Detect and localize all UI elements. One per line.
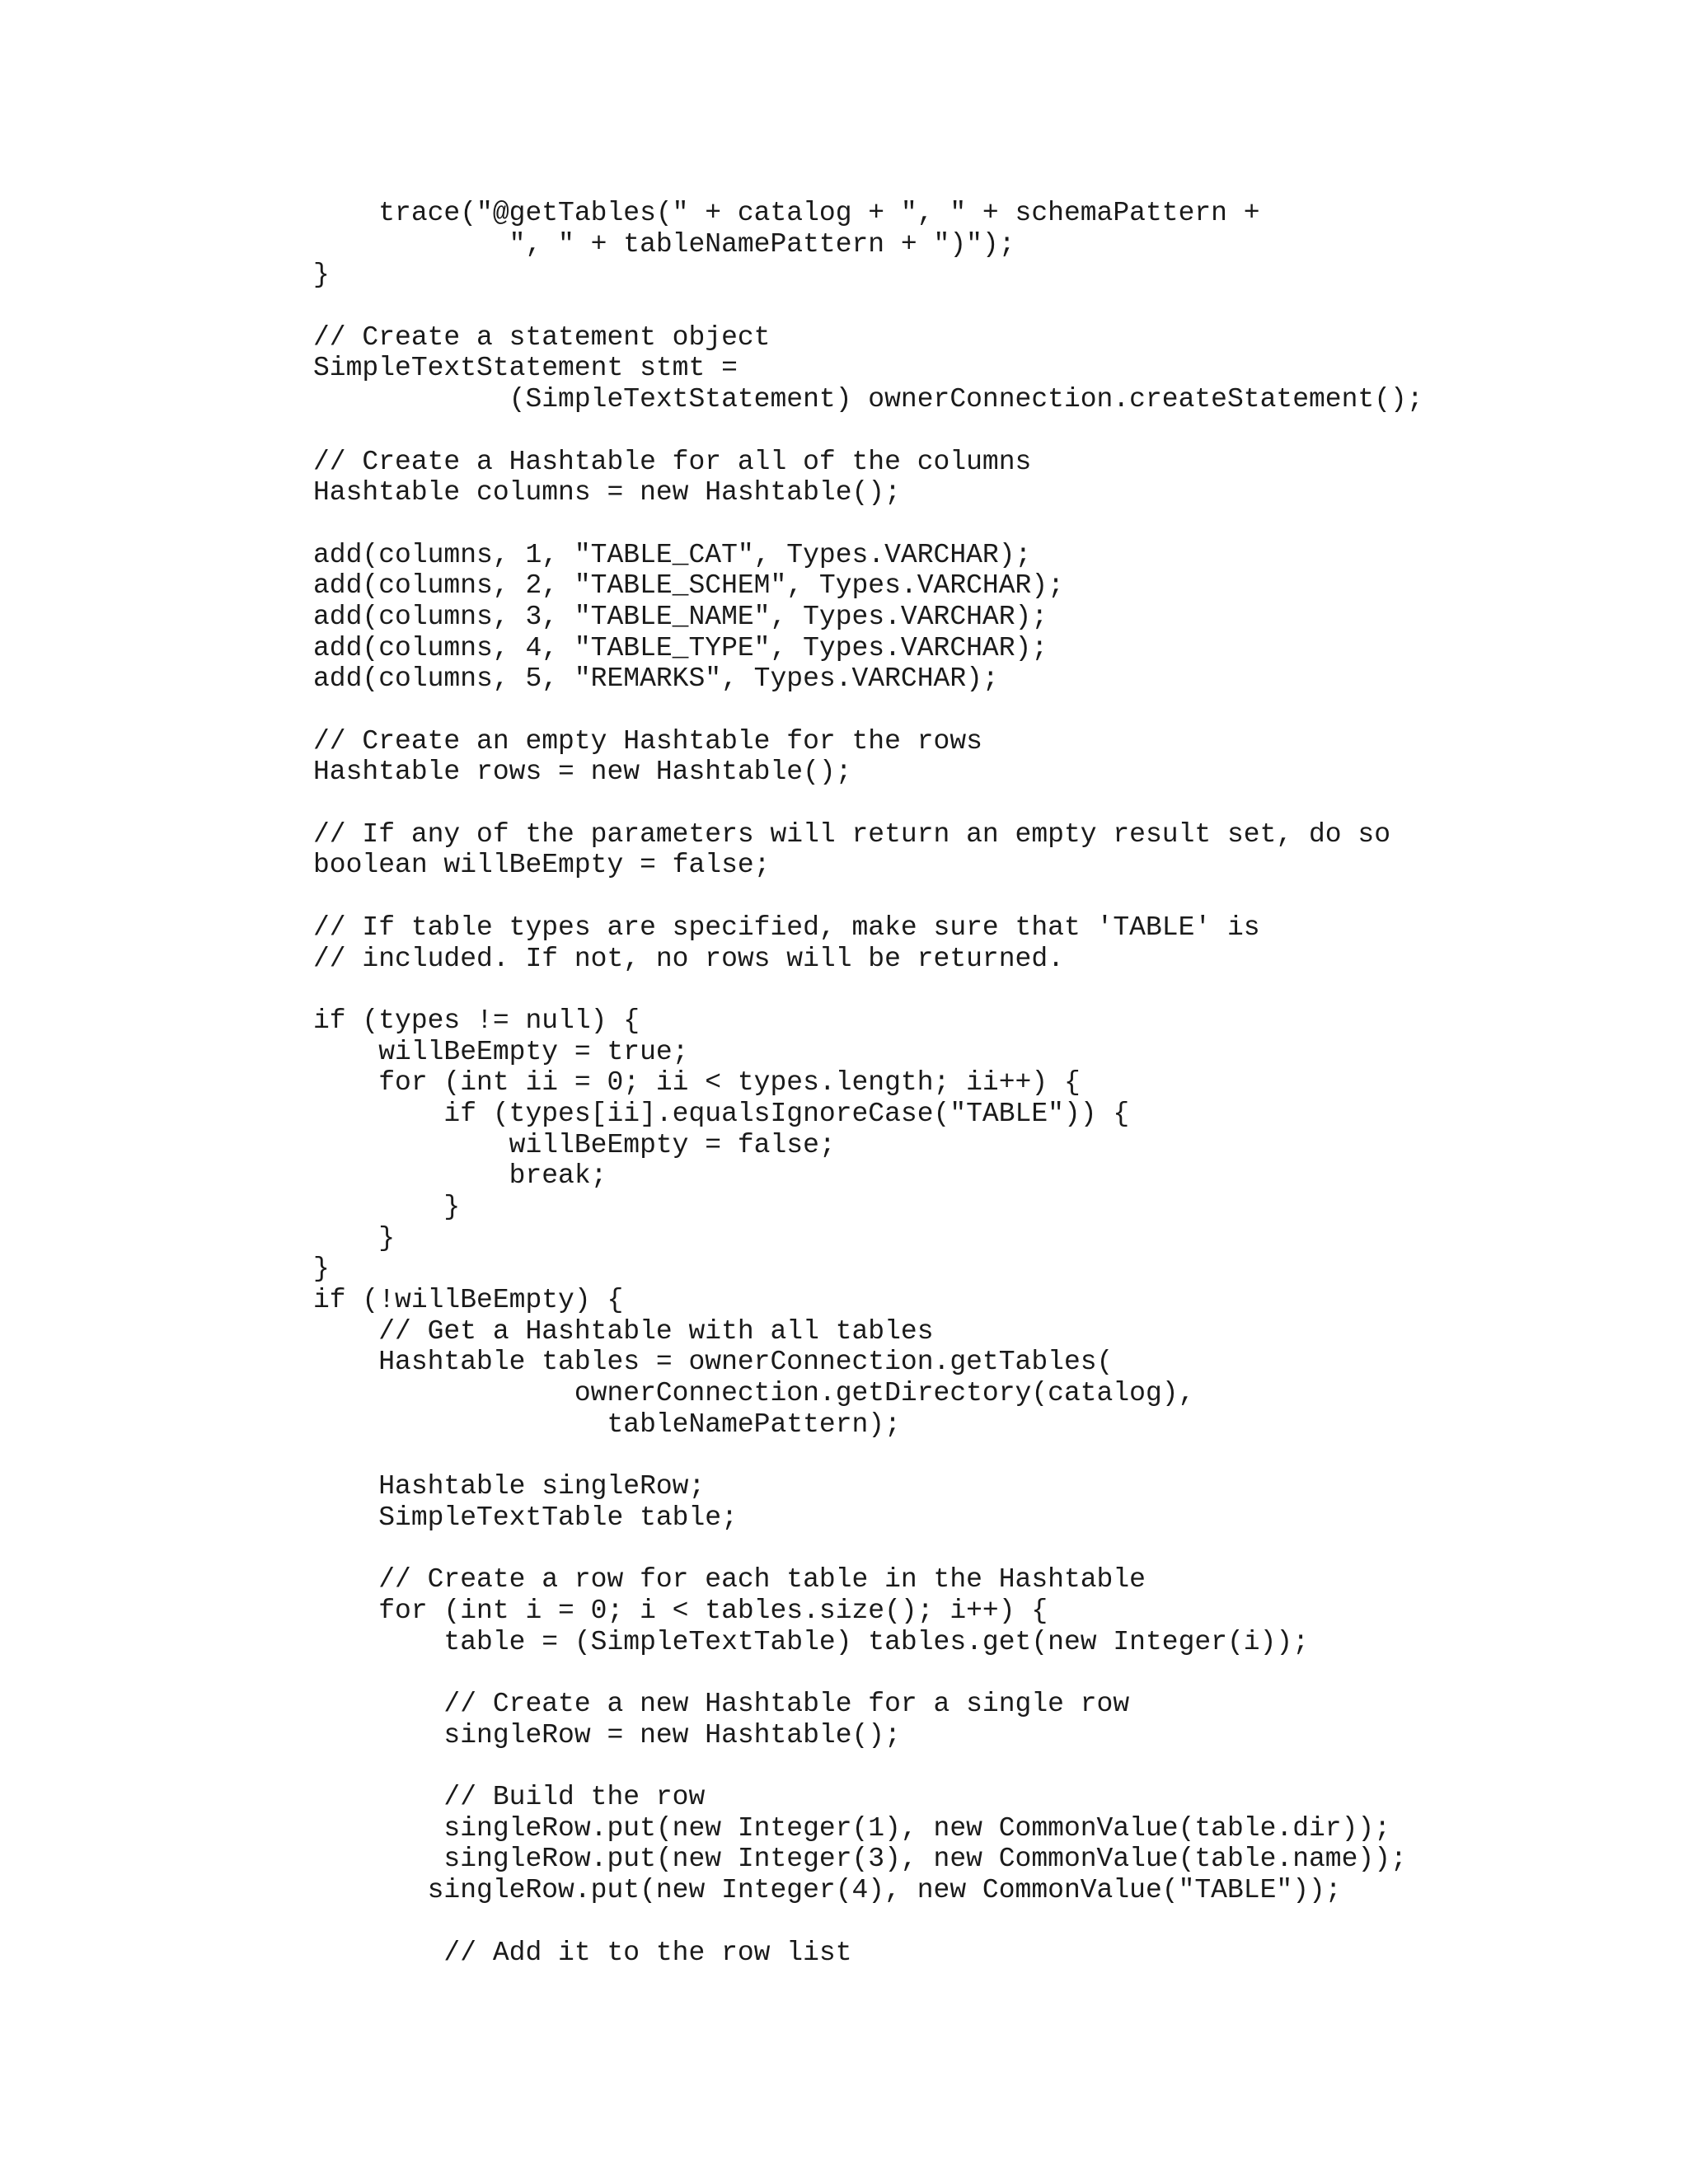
code-line: [313, 1750, 1423, 1782]
code-line: [313, 788, 1423, 819]
code-line: singleRow.put(new Integer(1), new CommonValue(table.dir));: [313, 1812, 1391, 1844]
code-line: if (types[ii].equalsIgnoreCase("TABLE")) {: [313, 1098, 1130, 1129]
code-line: [313, 1657, 1423, 1689]
code-line: add(columns, 1, "TABLE_CAT", Types.VARCHAR);: [313, 539, 1032, 570]
code-line: }: [313, 1254, 330, 1285]
code-line: // included. If not, no rows will be returned.: [313, 943, 1064, 974]
code-line: willBeEmpty = false;: [313, 1129, 836, 1160]
code-line: singleRow = new Hashtable();: [313, 1719, 901, 1750]
code-line: add(columns, 2, "TABLE_SCHEM", Types.VARCHAR);: [313, 570, 1064, 602]
code-line: Hashtable singleRow;: [313, 1471, 706, 1502]
code-line: break;: [313, 1160, 607, 1192]
code-line: [313, 1906, 1423, 1938]
code-line: [313, 1534, 1423, 1565]
code-line: [313, 881, 1423, 912]
code-line: [313, 509, 1423, 540]
code-line: tableNamePattern);: [313, 1408, 901, 1440]
code-listing: [313, 198, 1423, 1968]
code-line: // Add it to the row list: [313, 1937, 852, 1968]
code-line: singleRow.put(new Integer(4), new CommonValue("TABLE"));: [313, 1875, 1342, 1906]
code-line: [313, 1441, 1423, 1472]
code-line: if (!willBeEmpty) {: [313, 1285, 624, 1316]
code-line: SimpleTextStatement stmt =: [313, 353, 738, 384]
code-line: add(columns, 5, "REMARKS", Types.VARCHAR);: [313, 663, 999, 695]
code-line: // If any of the parameters will return an empty result set, do so: [313, 818, 1391, 850]
code-line: [313, 974, 1423, 1005]
code-line: ownerConnection.getDirectory(catalog),: [313, 1378, 1195, 1409]
code-line: // Create a Hashtable for all of the columns: [313, 446, 1032, 477]
code-line: Hashtable columns = new Hashtable();: [313, 477, 901, 509]
code-line: }: [313, 1222, 396, 1254]
code-line: for (int i = 0; i < tables.size(); i++) {: [313, 1595, 1048, 1626]
code-line: }: [313, 260, 330, 291]
code-line: [313, 291, 1423, 322]
code-line: add(columns, 4, "TABLE_TYPE", Types.VARCHAR);: [313, 632, 1048, 663]
code-line: SimpleTextTable table;: [313, 1502, 738, 1533]
code-line: Hashtable tables = ownerConnection.getTables(: [313, 1347, 1114, 1378]
code-line: }: [313, 1192, 461, 1222]
code-line: ", " + tableNamePattern + ")");: [313, 228, 1015, 260]
code-line: (SimpleTextStatement) ownerConnection.createStatement();: [313, 384, 1423, 415]
code-line: [313, 415, 1423, 447]
code-line: boolean willBeEmpty = false;: [313, 850, 771, 881]
code-line: // Create a new Hashtable for a single row: [313, 1689, 1130, 1719]
code-line: // Get a Hashtable with all tables: [313, 1315, 934, 1347]
code-line: table = (SimpleTextTable) tables.get(new Integer(i));: [313, 1626, 1309, 1657]
code-line: [313, 695, 1423, 726]
code-line: Hashtable rows = new Hashtable();: [313, 757, 852, 788]
code-line: singleRow.put(new Integer(3), new CommonValue(table.name));: [313, 1844, 1407, 1875]
code-line: // If table types are specified, make sure that 'TABLE' is: [313, 912, 1260, 943]
code-line: // Build the row: [313, 1782, 706, 1813]
code-line: trace("@getTables(" + catalog + ", " + schemaPattern +: [313, 198, 1260, 228]
code-line: willBeEmpty = true;: [313, 1036, 689, 1067]
code-line: add(columns, 3, "TABLE_NAME", Types.VARCHAR);: [313, 601, 1048, 632]
code-line: if (types != null) {: [313, 1005, 640, 1036]
code-line: for (int ii = 0; ii < types.length; ii++) {: [313, 1067, 1081, 1099]
code-line: // Create a row for each table in the Hashtable: [313, 1564, 1146, 1596]
code-line: // Create a statement object: [313, 321, 771, 353]
code-line: // Create an empty Hashtable for the rows: [313, 725, 982, 757]
